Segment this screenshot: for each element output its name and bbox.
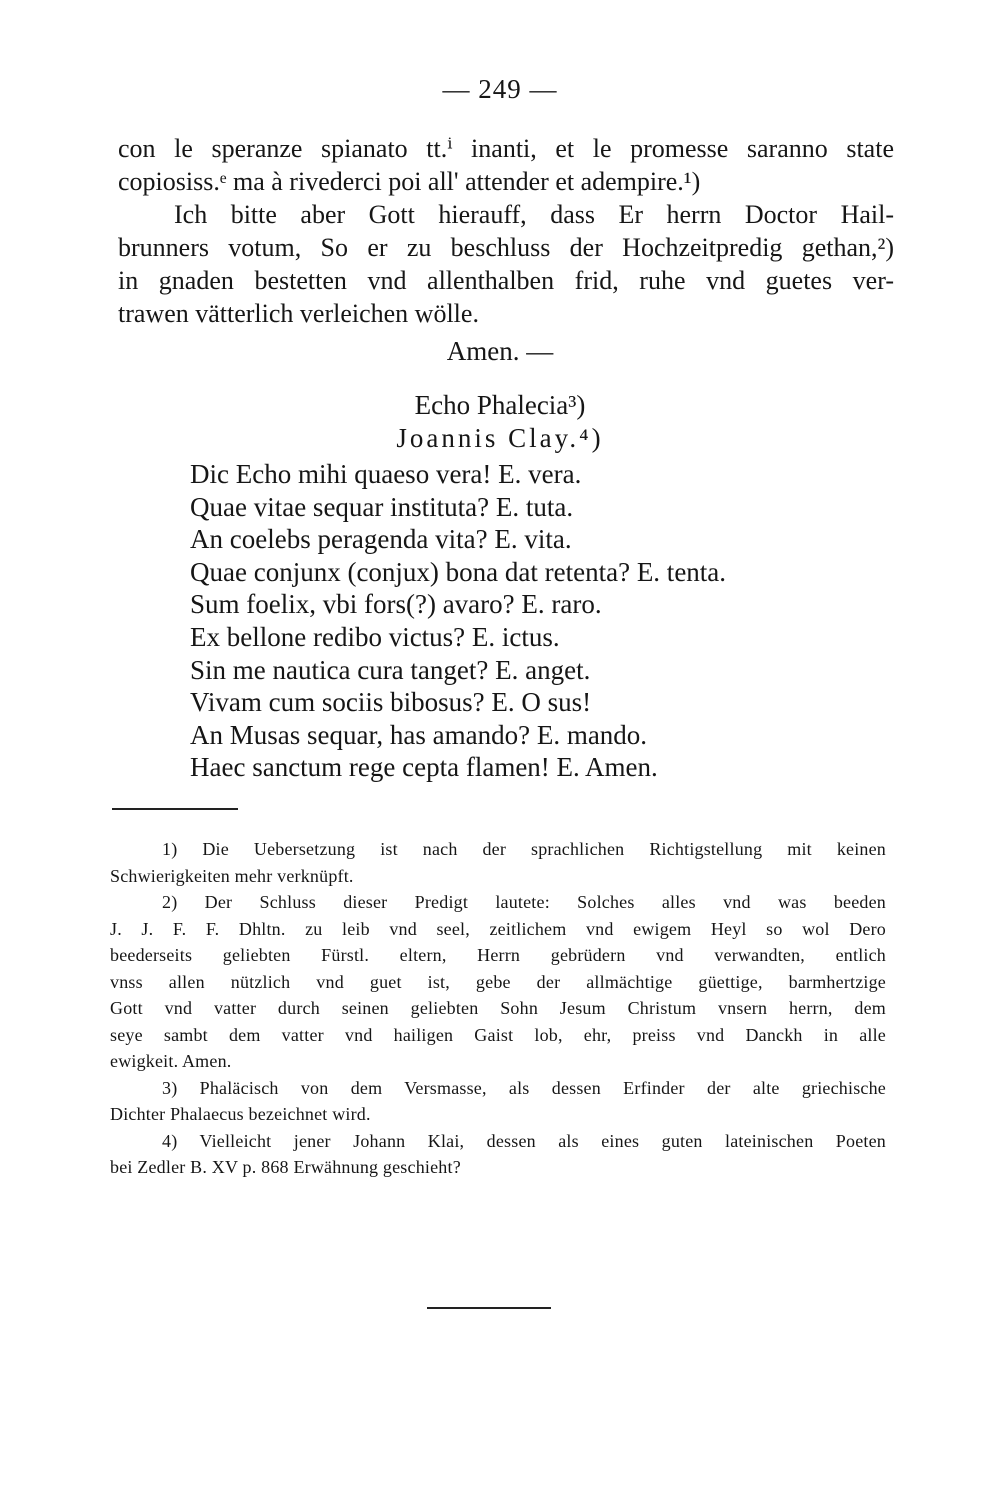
poem-line: Quae vitae sequar instituta? E. tuta. — [190, 491, 574, 522]
footnote-line: beederseits geliebten Fürstl. eltern, Herrn gebrüdern vnd verwandten, entlich — [110, 945, 886, 965]
poem — [190, 458, 726, 784]
footnote-line: 4) Vielleicht jener Johann Klai, dessen als eines guten lateinischen Poeten — [162, 1130, 886, 1151]
paragraph-1 — [118, 132, 894, 198]
footnote-line: 2) Der Schluss dieser Predigt lautete: Solches alles vnd was beeden — [162, 892, 886, 912]
poem-line: Vivam cum sociis bibosus? E. O sus! — [190, 687, 592, 718]
footnote-line: seye sambt dem vatter vnd hailigen Gaist lob, ehr, preiss vnd Danckh in alle — [110, 1024, 886, 1045]
end-rule — [427, 1307, 551, 1309]
footnote-2 — [110, 889, 886, 1075]
footnote-line: Schwierigkeiten mehr verknüpft. — [110, 865, 354, 886]
footnote-line: ewigkeit. Amen. — [110, 1051, 232, 1071]
text-line: con le speranze spianato tt.ⁱ inanti, et le promesse saranno state — [118, 134, 894, 163]
poem-author: Joannis Clay.⁴) — [396, 423, 604, 453]
poem-line: Haec sanctum rege cepta flamen! E. Amen. — [190, 752, 658, 783]
text-line: trawen vätterlich verleichen wölle. — [118, 299, 479, 328]
footnote-3 — [110, 1075, 886, 1128]
paragraph-2 — [118, 198, 894, 330]
footnote-line: bei Zedler B. XV p. 868 Erwähnung geschieht? — [110, 1157, 461, 1177]
footnote-line: Dichter Phalaecus bezeichnet wird. — [110, 1104, 371, 1124]
poem-title: Echo Phalecia³) — [414, 390, 586, 420]
text-line: brunners votum, So er zu beschluss der Hochzeitpredig gethan,²) — [118, 233, 894, 262]
footnote-line: J. J. F. F. Dhltn. zu leib vnd seel, zeitlichem vnd ewigem Heyl so wol Dero — [110, 918, 886, 939]
page-number: — 249 — — [442, 74, 558, 104]
poem-line: An Musas sequar, has amando? E. mando. — [190, 719, 648, 750]
footnote-1 — [110, 836, 886, 889]
footnote-separator — [112, 808, 238, 810]
poem-line: Sum foelix, vbi fors(?) avaro? E. raro. — [190, 589, 602, 620]
footnote-line: vnss allen nützlich vnd guet ist, gebe der allmächtige güettige, barmhertzige — [110, 971, 886, 992]
amen-line: Amen. — — [446, 336, 554, 366]
footnote-line: 1) Die Uebersetzung ist nach der sprachlichen Richtigstellung mit keinen — [162, 839, 886, 859]
poem-line: Sin me nautica cura tanget? E. anget. — [190, 654, 591, 685]
footnote-line: 3) Phaläcisch von dem Versmasse, als dessen Erfinder der alte griechische — [162, 1077, 886, 1098]
footnote-line: Gott vnd vatter durch seinen geliebten Sohn Jesum Christum vnsern herrn, dem — [110, 998, 886, 1018]
footnote-4 — [110, 1128, 886, 1181]
footnotes — [110, 836, 886, 1181]
poem-line: Quae conjunx (conjux) bona dat retenta? E. tenta. — [190, 556, 727, 587]
text-line: Ich bitte aber Gott hierauff, dass Er herrn Doctor Hail- — [174, 200, 894, 229]
poem-line: An coelebs peragenda vita? E. vita. — [190, 524, 572, 555]
poem-line: Dic Echo mihi quaeso vera! E. vera. — [190, 459, 582, 489]
text-line: copiosiss.ᵉ ma à rivederci poi all' attender et adempire.¹) — [118, 167, 701, 196]
text-line: in gnaden bestetten vnd allenthalben frid, ruhe vnd guetes ver- — [118, 266, 894, 295]
poem-line: Ex bellone redibo victus? E. ictus. — [190, 621, 560, 652]
